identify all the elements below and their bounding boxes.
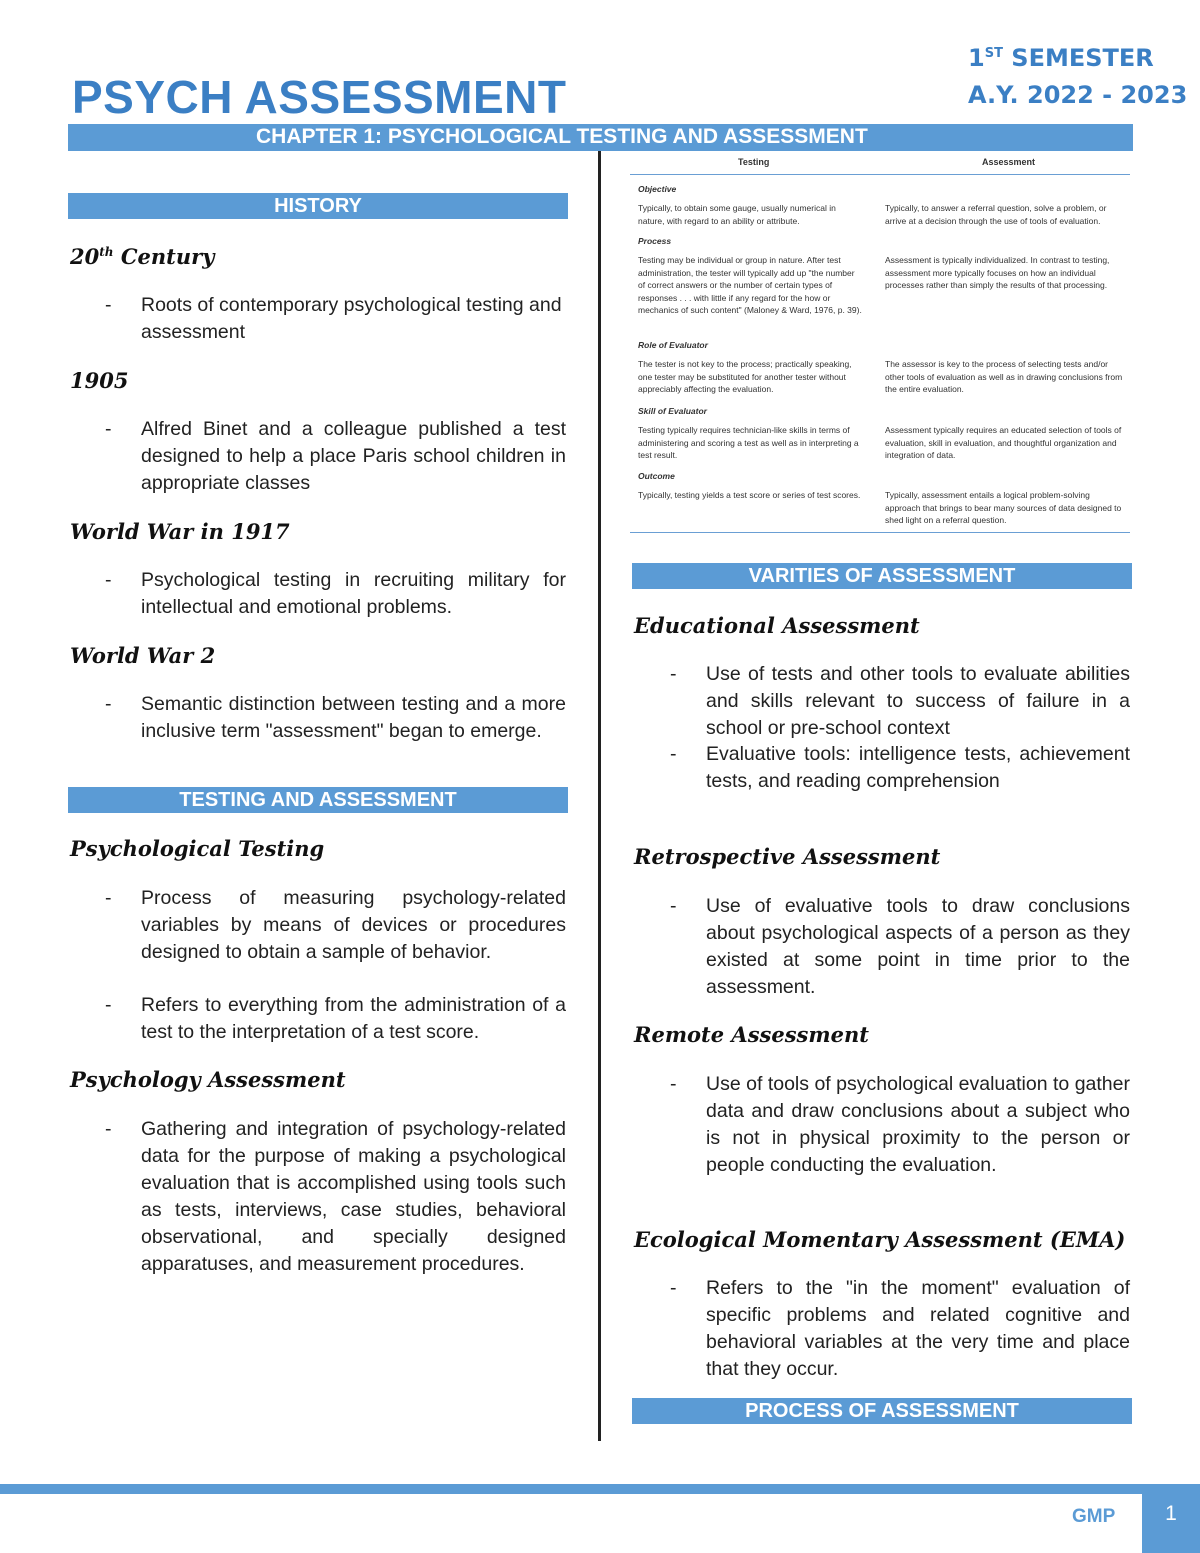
footer-initials: GMP <box>1072 1506 1116 1527</box>
year-1905-heading: 1905 <box>70 368 129 393</box>
table-row-label: Role of Evaluator <box>638 340 708 350</box>
table-cell: Testing may be individual or group in nature. After test administration, the tester will typically add up "the number of correct answers or the number of certain types of responses . . . with little if any regard for the how or mechanics of such content" (Maloney & Ward, 1976, p. 39). <box>638 255 862 315</box>
table-cell: Typically, assessment entails a logical problem-solving approach that brings to bear many sources of data designed to shed light on a referral question. <box>885 490 1122 525</box>
testing-assessment-heading: TESTING AND ASSESSMENT <box>68 787 568 813</box>
psychological-testing-heading: Psychological Testing <box>70 836 325 861</box>
list-item: - Roots of contemporary psychological testing and assessment <box>105 294 562 343</box>
table-cell: Typically, to answer a referral question, solve a problem, or arrive at a decision through the use of tools of evaluation. <box>885 203 1107 226</box>
document-title: PSYCH ASSESSMENT <box>72 71 567 123</box>
educational-assessment-heading: Educational Assessment <box>634 613 920 638</box>
list-item: - Evaluative tools: intelligence tests, achievement tests, and reading comprehension <box>670 743 1130 792</box>
table-rule-top <box>630 174 1130 175</box>
list-item: - Use of tools of psychological evaluation to gather data and draw conclusions about a subject who is not in physical proximity to the person or people conducting the evaluation. <box>670 1073 1130 1176</box>
ww1-heading: World War in 1917 <box>70 519 290 544</box>
table-cell: Assessment is typically individualized. In contrast to testing, assessment more typically focuses on how an individual processes rather than simply the results of that processing. <box>885 255 1110 290</box>
table-cell: Testing typically requires technician-like skills in terms of administering and scoring a test as well as in interpreting a test result. <box>638 425 859 460</box>
table-cell: The assessor is key to the process of selecting tests and/or other tools of evaluation as well as in drawing conclusions from the entire evaluation. <box>885 359 1123 394</box>
process-heading: PROCESS OF ASSESSMENT <box>632 1398 1132 1424</box>
century-20-heading: 20th Century <box>70 244 215 269</box>
table-header-testing: Testing <box>738 157 770 167</box>
table-row-label: Skill of Evaluator <box>638 406 707 416</box>
list-item: - Refers to the "in the moment" evaluation of specific problems and related cognitive and behavioral variables at the very time and place that they occur. <box>670 1277 1130 1380</box>
academic-year: A.Y. 2022 - 2023 <box>968 81 1188 110</box>
table-rule-bottom <box>630 532 1130 533</box>
list-item: - Gathering and integration of psychology-related data for the purpose of making a psychological evaluation that is accomplished using tools such as tests, interviews, case studies, behavioral observational, and specially designed apparatuses, and measurement procedures. <box>105 1118 566 1275</box>
footer-rule <box>0 1484 1200 1494</box>
list-item: - Semantic distinction between testing and a more inclusive term "assessment" began to emerge. <box>105 693 566 742</box>
list-item: - Psychological testing in recruiting military for intellectual and emotional problems. <box>105 569 566 618</box>
retrospective-assessment-heading: Retrospective Assessment <box>634 844 941 869</box>
psychology-assessment-heading: Psychology Assessment <box>70 1067 346 1092</box>
varieties-heading: VARITIES OF ASSESSMENT <box>632 563 1132 589</box>
remote-assessment-heading: Remote Assessment <box>634 1022 869 1047</box>
list-item: - Refers to everything from the administration of a test to the interpretation of a test score. <box>105 994 566 1043</box>
chapter-heading-bar <box>68 124 1133 151</box>
table-row-label: Objective <box>638 184 677 194</box>
table-row-label: Process <box>638 236 672 246</box>
table-cell: Assessment typically requires an educated selection of tools of evaluation, skill in evaluation, and thoughtful organization and integration of data. <box>885 425 1122 460</box>
table-cell: Typically, testing yields a test score or series of test scores. <box>638 490 861 500</box>
table-row-label: Outcome <box>638 471 675 481</box>
table-cell: Typically, to obtain some gauge, usually numerical in nature, with regard to an ability or attribute. <box>638 203 836 226</box>
table-cell: The tester is not key to the process; practically speaking, one tester may be substituted for another tester without appreciably affecting the evaluation. <box>638 359 852 394</box>
list-item: - Use of tests and other tools to evaluate abilities and skills relevant to success of failure in a school or pre-school context <box>670 663 1130 739</box>
ww2-heading: World War 2 <box>70 643 216 668</box>
list-item: - Alfred Binet and a colleague published a test designed to help a place Paris school children in appropriate classes <box>105 418 566 494</box>
table-header-assessment: Assessment <box>982 157 1036 167</box>
ema-heading: Ecological Momentary Assessment (EMA) <box>634 1227 1126 1252</box>
column-divider <box>598 151 601 1441</box>
semester-block <box>968 40 1187 114</box>
list-item: - Process of measuring psychology-related variables by means of devices or procedures designed to obtain a sample of behavior. <box>105 887 566 963</box>
list-item: - Use of evaluative tools to draw conclusions about psychological aspects of a person as they existed at some point in time prior to the assessment. <box>670 895 1130 998</box>
chapter-title: CHAPTER 1: PSYCHOLOGICAL TESTING AND ASSESSMENT <box>256 125 868 148</box>
history-heading: HISTORY <box>68 193 568 219</box>
page-number: 1 <box>1142 1494 1200 1553</box>
semester-line: 1ST SEMESTER <box>968 44 1154 72</box>
